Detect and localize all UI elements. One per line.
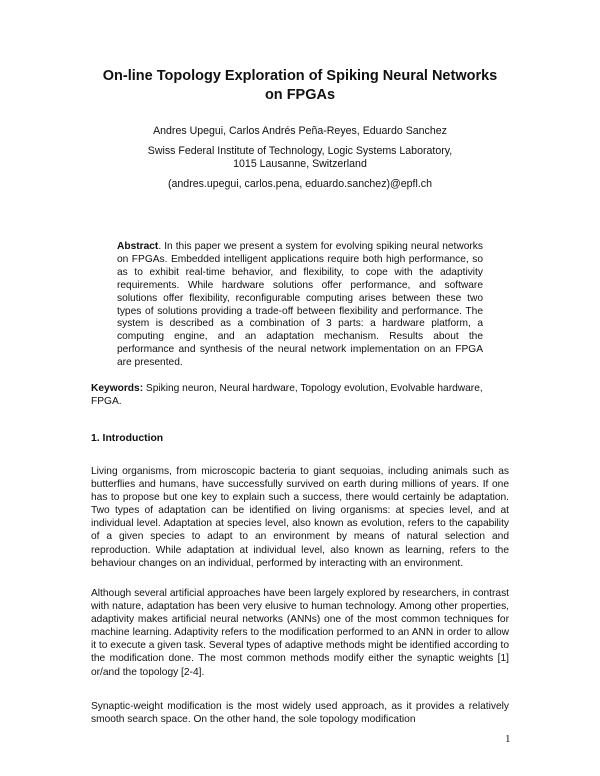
keywords-label: Keywords:: [91, 383, 144, 394]
keywords: [91, 382, 509, 408]
abstract: [117, 241, 483, 370]
intro-paragraph-1: Living organisms, from microscopic bacteria to giant sequoias, including animals such as butterflies and humans, have successfully survived on earth during millions of years. If one has to propose but one key to explain such a success, there would certainly be adaptation. Two types of adaptation can be identified on living organisms: at species level, and at individual level. Adaptation at species level, also known as evolution, refers to the capability of a given species to adapt to an environment by means of natural selection and reproduction. While adaptation at individual level, also known as learning, refers to the behaviour changes on an individual, performed by interacting with an environment.: [91, 466, 509, 569]
intro-paragraph-2: Although several artificial approaches have been largely explored by researchers, in contrast with nature, adaptation has been very elusive to human technology. Among other properties, adaptivity makes artificial neural networks (ANNs) one of the most common techniques for machine learning. Adaptivity refers to the modification performed to an ANN in order to allow it to execute a given task. Several types of adaptive methods might be identified according to the modification done. The most common methods modify either the synaptic weights [1] or/and the topology [2-4].: [91, 588, 509, 678]
affiliation-line-2: 1015 Lausanne, Switzerland: [233, 158, 367, 170]
author-emails: (andres.upegui, carlos.pena, eduardo.sanchez)@epfl.ch: [168, 178, 432, 190]
intro-paragraph-3: Synaptic-weight modification is the most widely used approach, as it provides a relatively smooth search space. On the other hand, the sole topology modification: [91, 701, 509, 726]
abstract-label: Abstract: [117, 241, 159, 252]
abstract-text: . In this paper we present a system for evolving spiking neural networks on FPGAs. Embedded intelligent applications require both high performance, so as to exhibit real-time behavior, and flexibility, to cope with the adaptivity requirements. While hardware solutions offer performance, and software solutions offer flexibility, reconfigurable computing arises between these two types of solutions providing a trade-off between flexibility and performance. The system is described as a combination of 3 parts: a hardware platform, a computing engine, and an adaptation mechanism. Results about the performance and synthesis of the neural network implementation on an FPGA are presented.: [117, 241, 483, 369]
keywords-text: Spiking neuron, Neural hardware, Topology evolution, Evolvable hardware, FPGA.: [91, 383, 483, 407]
page-number: 1: [505, 733, 511, 745]
section-heading-introduction: 1. Introduction: [91, 433, 164, 444]
affiliation-line-1: Swiss Federal Institute of Technology, Logic Systems Laboratory,: [147, 145, 453, 157]
paper-title-line-1: On-line Topology Exploration of Spiking Neural Networks: [102, 68, 498, 84]
paper-title-line-2: on FPGAs: [264, 87, 336, 103]
authors: Andres Upegui, Carlos Andrés Peña-Reyes, Eduardo Sanchez: [153, 125, 447, 137]
paper-title: [70, 67, 530, 105]
